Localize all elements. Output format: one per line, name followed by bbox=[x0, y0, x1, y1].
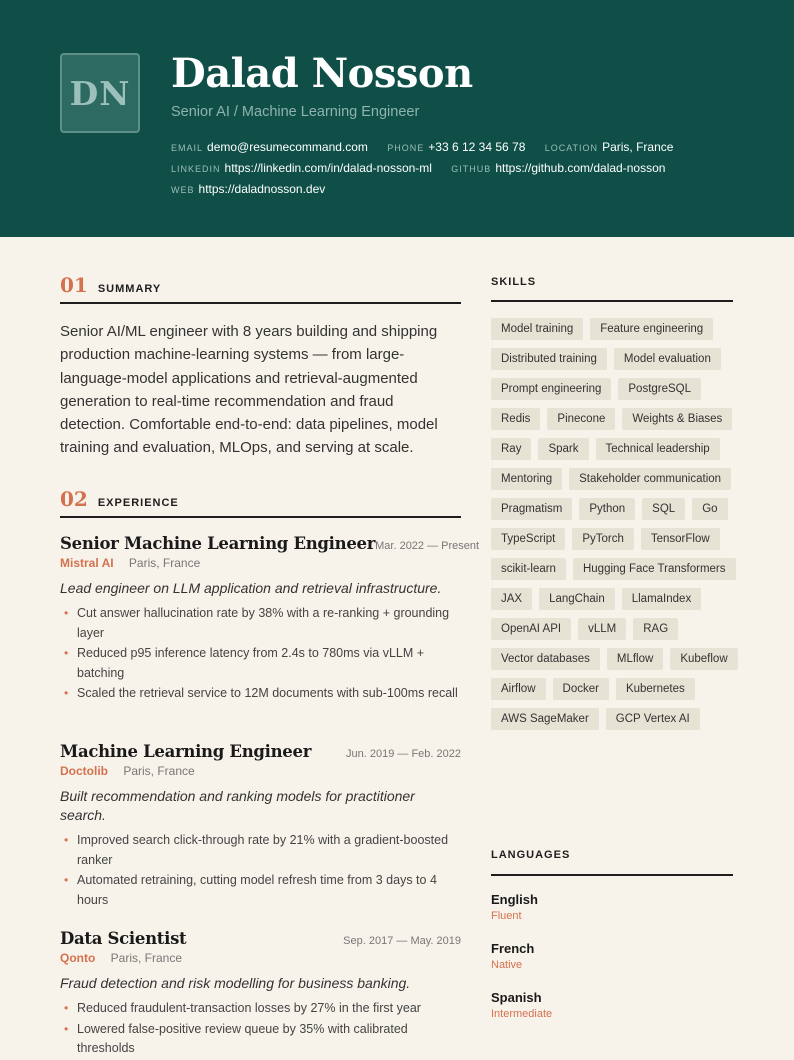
contact-web[interactable]: WEB https://daladnosson.dev bbox=[171, 182, 326, 196]
job-achievements bbox=[60, 999, 461, 1059]
achievement-item: • Reduced fraudulent-transaction losses by 27% in the first year bbox=[60, 999, 461, 1019]
skill-chip: SQL bbox=[642, 498, 685, 520]
job-entry bbox=[60, 742, 461, 911]
skill-chip: RAG bbox=[633, 618, 678, 640]
skill-chip: Feature engineering bbox=[590, 318, 713, 340]
skill-chip: Ray bbox=[491, 438, 531, 460]
contact-github[interactable]: GITHUB https://github.com/dalad-nosson bbox=[451, 161, 666, 175]
job-location: Paris, France bbox=[110, 951, 183, 965]
language-name: Spanish bbox=[491, 990, 542, 1005]
skills-heading bbox=[491, 276, 536, 288]
job-description: Built recommendation and ranking models for practitioner search. bbox=[60, 788, 415, 823]
bullet-dot-icon: • bbox=[64, 1001, 69, 1015]
skill-chip: PostgreSQL bbox=[618, 378, 701, 400]
contact-row-3 bbox=[171, 182, 341, 196]
job-dates: Jun. 2019 — Feb. 2022 bbox=[346, 748, 461, 760]
contact-row-2 bbox=[171, 161, 681, 175]
job-entry bbox=[60, 534, 480, 705]
achievement-item: • Reduced p95 inference latency from 2.4s to 780ms via vLLM + batching bbox=[64, 646, 425, 680]
skill-chip: GCP Vertex AI bbox=[606, 708, 700, 730]
language-level: Fluent bbox=[491, 910, 522, 922]
job-title: Senior Machine Learning Engineer bbox=[60, 534, 376, 553]
job-achievements bbox=[60, 831, 461, 910]
skill-chip: MLflow bbox=[607, 648, 663, 670]
contact-row-1 bbox=[171, 140, 689, 154]
skill-chip: Weights & Biases bbox=[622, 408, 732, 430]
language-level: Intermediate bbox=[491, 1008, 553, 1020]
skill-chip: OpenAI API bbox=[491, 618, 571, 640]
candidate-role: Senior AI / Machine Learning Engineer bbox=[171, 104, 420, 120]
skills-list bbox=[491, 318, 741, 731]
section-title: LANGUAGES bbox=[491, 849, 571, 861]
experience-heading bbox=[60, 487, 179, 511]
bullet-dot-icon: • bbox=[64, 1021, 69, 1036]
skill-chip: Pinecone bbox=[547, 408, 615, 430]
skill-chip: Distributed training bbox=[491, 348, 607, 370]
resume-header bbox=[0, 0, 794, 237]
job-description: Fraud detection and risk modelling for business banking. bbox=[60, 975, 411, 991]
section-title: SKILLS bbox=[491, 276, 537, 288]
skill-chip: Mentoring bbox=[491, 468, 562, 490]
summary-text: Senior AI/ML engineer with 8 years building and shipping production machine-learning systems — from large-language-model applications and retrieval-augmented generation to real-time recommendation and fraud detection. Comfortable end-to-end: data pipelines, model training and evaluation, MLOps, and serving at scale. bbox=[60, 323, 438, 457]
languages-heading bbox=[491, 849, 570, 861]
contact-email[interactable]: EMAIL demo@resumecommand.com bbox=[171, 140, 368, 154]
bullet-dot-icon: • bbox=[64, 833, 69, 847]
skill-chip: PyTorch bbox=[572, 528, 634, 550]
job-dates: Sep. 2017 — May. 2019 bbox=[343, 935, 461, 947]
achievement-item: • Automated retraining, cutting model refresh time from 3 days to 4 hours bbox=[64, 873, 437, 907]
contact-location: LOCATION Paris, France bbox=[544, 140, 674, 154]
job-company: Doctolib bbox=[60, 764, 108, 778]
candidate-name: Dalad Nosson bbox=[171, 50, 473, 97]
skill-chip: Redis bbox=[491, 408, 540, 430]
skill-chip: Pragmatism bbox=[491, 498, 572, 520]
skill-chip: Kubeflow bbox=[670, 648, 737, 670]
language-name: French bbox=[491, 941, 535, 956]
language-name: English bbox=[491, 892, 538, 907]
skill-chip: LangChain bbox=[539, 588, 615, 610]
job-company: Mistral AI bbox=[60, 556, 114, 570]
section-divider bbox=[60, 302, 461, 304]
job-company: Qonto bbox=[60, 951, 96, 965]
skill-chip: Stakeholder communication bbox=[569, 468, 731, 490]
skill-chip: Python bbox=[579, 498, 635, 520]
achievement-item: • Scaled the retrieval service to 12M documents with sub-100ms recall bbox=[60, 684, 461, 704]
skill-chip: TypeScript bbox=[491, 528, 565, 550]
summary-heading bbox=[60, 273, 161, 297]
skill-chip: AWS SageMaker bbox=[491, 708, 599, 730]
skill-chip: Model training bbox=[491, 318, 583, 340]
skill-chip: Airflow bbox=[491, 678, 546, 700]
language-level: Native bbox=[491, 959, 523, 971]
section-divider bbox=[491, 874, 733, 876]
job-location: Paris, France bbox=[128, 556, 201, 570]
job-achievements bbox=[60, 604, 461, 704]
section-divider bbox=[60, 516, 461, 518]
skill-chip: Model evaluation bbox=[614, 348, 721, 370]
bullet-dot-icon: • bbox=[64, 606, 69, 620]
job-location: Paris, France bbox=[123, 764, 195, 778]
skill-chip: Go bbox=[692, 498, 727, 520]
job-description: Lead engineer on LLM application and retrieval infrastructure. bbox=[60, 580, 442, 596]
job-title: Data Scientist bbox=[60, 929, 187, 948]
section-title: EXPERIENCE bbox=[97, 497, 179, 509]
section-number: 01 bbox=[60, 273, 88, 297]
skill-chip: Vector databases bbox=[491, 648, 600, 670]
bullet-dot-icon: • bbox=[64, 646, 69, 660]
achievement-item: • Improved search click-through rate by 21% with a gradient-boosted ranker bbox=[64, 833, 449, 867]
contact-linkedin[interactable]: LINKEDIN https://linkedin.com/in/dalad-nosson-ml bbox=[171, 161, 432, 175]
skill-chip: Technical leadership bbox=[596, 438, 720, 460]
bullet-dot-icon: • bbox=[64, 873, 69, 887]
bullet-dot-icon: • bbox=[64, 686, 69, 700]
skill-chip: vLLM bbox=[578, 618, 626, 640]
language-entry bbox=[491, 941, 534, 971]
section-number: 02 bbox=[60, 487, 88, 511]
monogram-avatar: DN bbox=[60, 53, 140, 133]
contact-phone[interactable]: PHONE +33 6 12 34 56 78 bbox=[387, 140, 526, 154]
language-entry bbox=[491, 990, 552, 1020]
skill-chip: Spark bbox=[538, 438, 588, 460]
skill-chip: JAX bbox=[491, 588, 532, 610]
section-title: SUMMARY bbox=[97, 283, 162, 295]
language-entry bbox=[491, 892, 538, 922]
section-divider bbox=[491, 300, 733, 302]
skill-chip: LlamaIndex bbox=[622, 588, 701, 610]
achievement-item: • Lowered false-positive review queue by 35% with calibrated thresholds bbox=[64, 1021, 408, 1055]
skill-chip: TensorFlow bbox=[641, 528, 720, 550]
skill-chip: scikit-learn bbox=[491, 558, 566, 580]
achievement-item: • Cut answer hallucination rate by 38% with a re-ranking + grounding layer bbox=[64, 606, 450, 640]
job-title: Machine Learning Engineer bbox=[60, 742, 312, 761]
job-dates: Mar. 2022 — Present bbox=[375, 540, 480, 552]
skill-chip: Hugging Face Transformers bbox=[573, 558, 736, 580]
skill-chip: Prompt engineering bbox=[491, 378, 611, 400]
job-entry bbox=[60, 929, 461, 1060]
skill-chip: Docker bbox=[553, 678, 609, 700]
skill-chip: Kubernetes bbox=[616, 678, 695, 700]
